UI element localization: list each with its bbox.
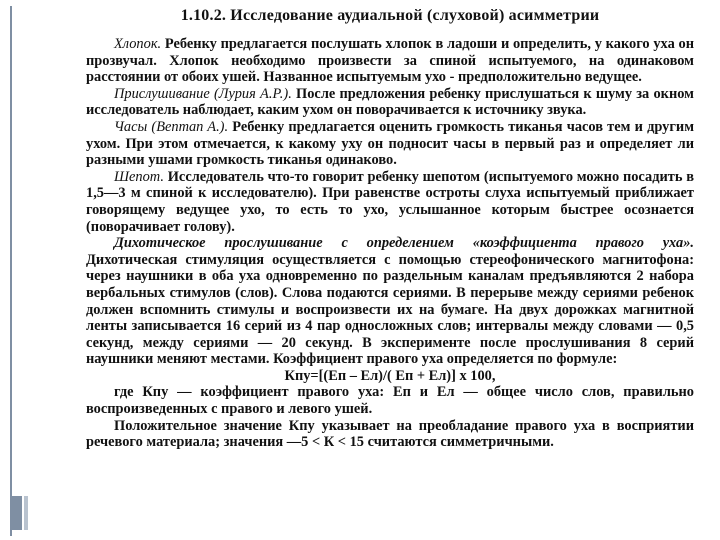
left-accent-bar — [10, 496, 22, 530]
paragraph-text: Дихотическая стимуляция осуществляется с помощью стереофонического магнитофона: через наушники в оба уха одновременно по раздельным каналам предъявляются 2 набора вербальных стимулов (слов). Слова подаются сериями. В перерыве между сериями ребенок должен вспомнить стимулы и воспроизвести их на бумаге. На двух дорожках магнитной ленты записывается 16 серий из 4 пар односложных слов; интервалы между словами — 0,5 секунд, между сериями — 20 секунд. В эксперименте после прослушивания 8 серий наушники меняют местами. Коэффициент правого уха определяется по формуле: — [86, 251, 694, 368]
paragraph-lead: Дихотическое прослушивание с определением «коэффициента правого уха». — [114, 235, 694, 252]
paragraph-lead: Часы (Bеnman A.). — [114, 118, 229, 135]
paragraph-text: Ребенку предлагается послушать хлопок в ладоши и определить, у какого уха он прозвучал. Хлопок необходимо произвести за спиной испытуемого, на одинаковом расстоянии от обоих ушей. Названное испытуемым ухо - предположительно ведущее. — [86, 36, 694, 86]
paragraph-lead: Шепот. — [114, 168, 164, 185]
paragraph-lead: Прислушивание (Лурия А.Р.). — [114, 85, 292, 102]
paragraph-watch — [86, 119, 694, 169]
left-accent-bar-light — [24, 496, 28, 530]
paragraph-lead: Хлопок. — [114, 36, 162, 52]
paragraph-dichotic — [86, 235, 694, 368]
formula: Кпу=[(Еп – Ел)/( Еп + Ел)] х 100, — [284, 367, 496, 384]
paragraph-conclusion: Положительное значение Кпу указывает на преобладание правого уха в восприятии речевого материала; значения —5 < К < 15 считаются симметричными. — [86, 417, 694, 451]
paragraph-formula-legend: где Кпу — коэффициент правого уха: Еп и Ел — общее число слов, правильно воспроизведенных с правого и левого ушей. — [86, 384, 694, 418]
paragraph-clap — [86, 36, 694, 86]
paragraph-text: Исследователь что-то говорит ребенку шепотом (испытуемого можно посадить в 1,5—3 м спиной к исследователю). При равенстве остроты слуха испытуемый приближает говорящему ведущее ухо, то есть то ухо, услышанное которым быстрее осознается (поворачивает голову). — [86, 168, 694, 235]
paragraph-whisper — [86, 169, 694, 235]
paragraph-text: Ребенку предлагается оценить громкость тиканья часов тем и другим ухом. При этом отмечается, к какому уху он подносит часы в первый раз и определяет ли разными ушами громкость тиканья одинаково. — [86, 118, 694, 169]
left-border-rule — [10, 6, 12, 536]
paragraph-text: После предложения ребенку прислушаться к шуму за окном исследователь наблюдает, каким ухом он поворачивается к источнику звука. — [86, 85, 694, 119]
section-heading: 1.10.2. Исследование аудиальной (слуховой) асимметрии — [180, 7, 600, 24]
paragraph-listening — [86, 86, 694, 119]
document-page — [86, 6, 694, 536]
